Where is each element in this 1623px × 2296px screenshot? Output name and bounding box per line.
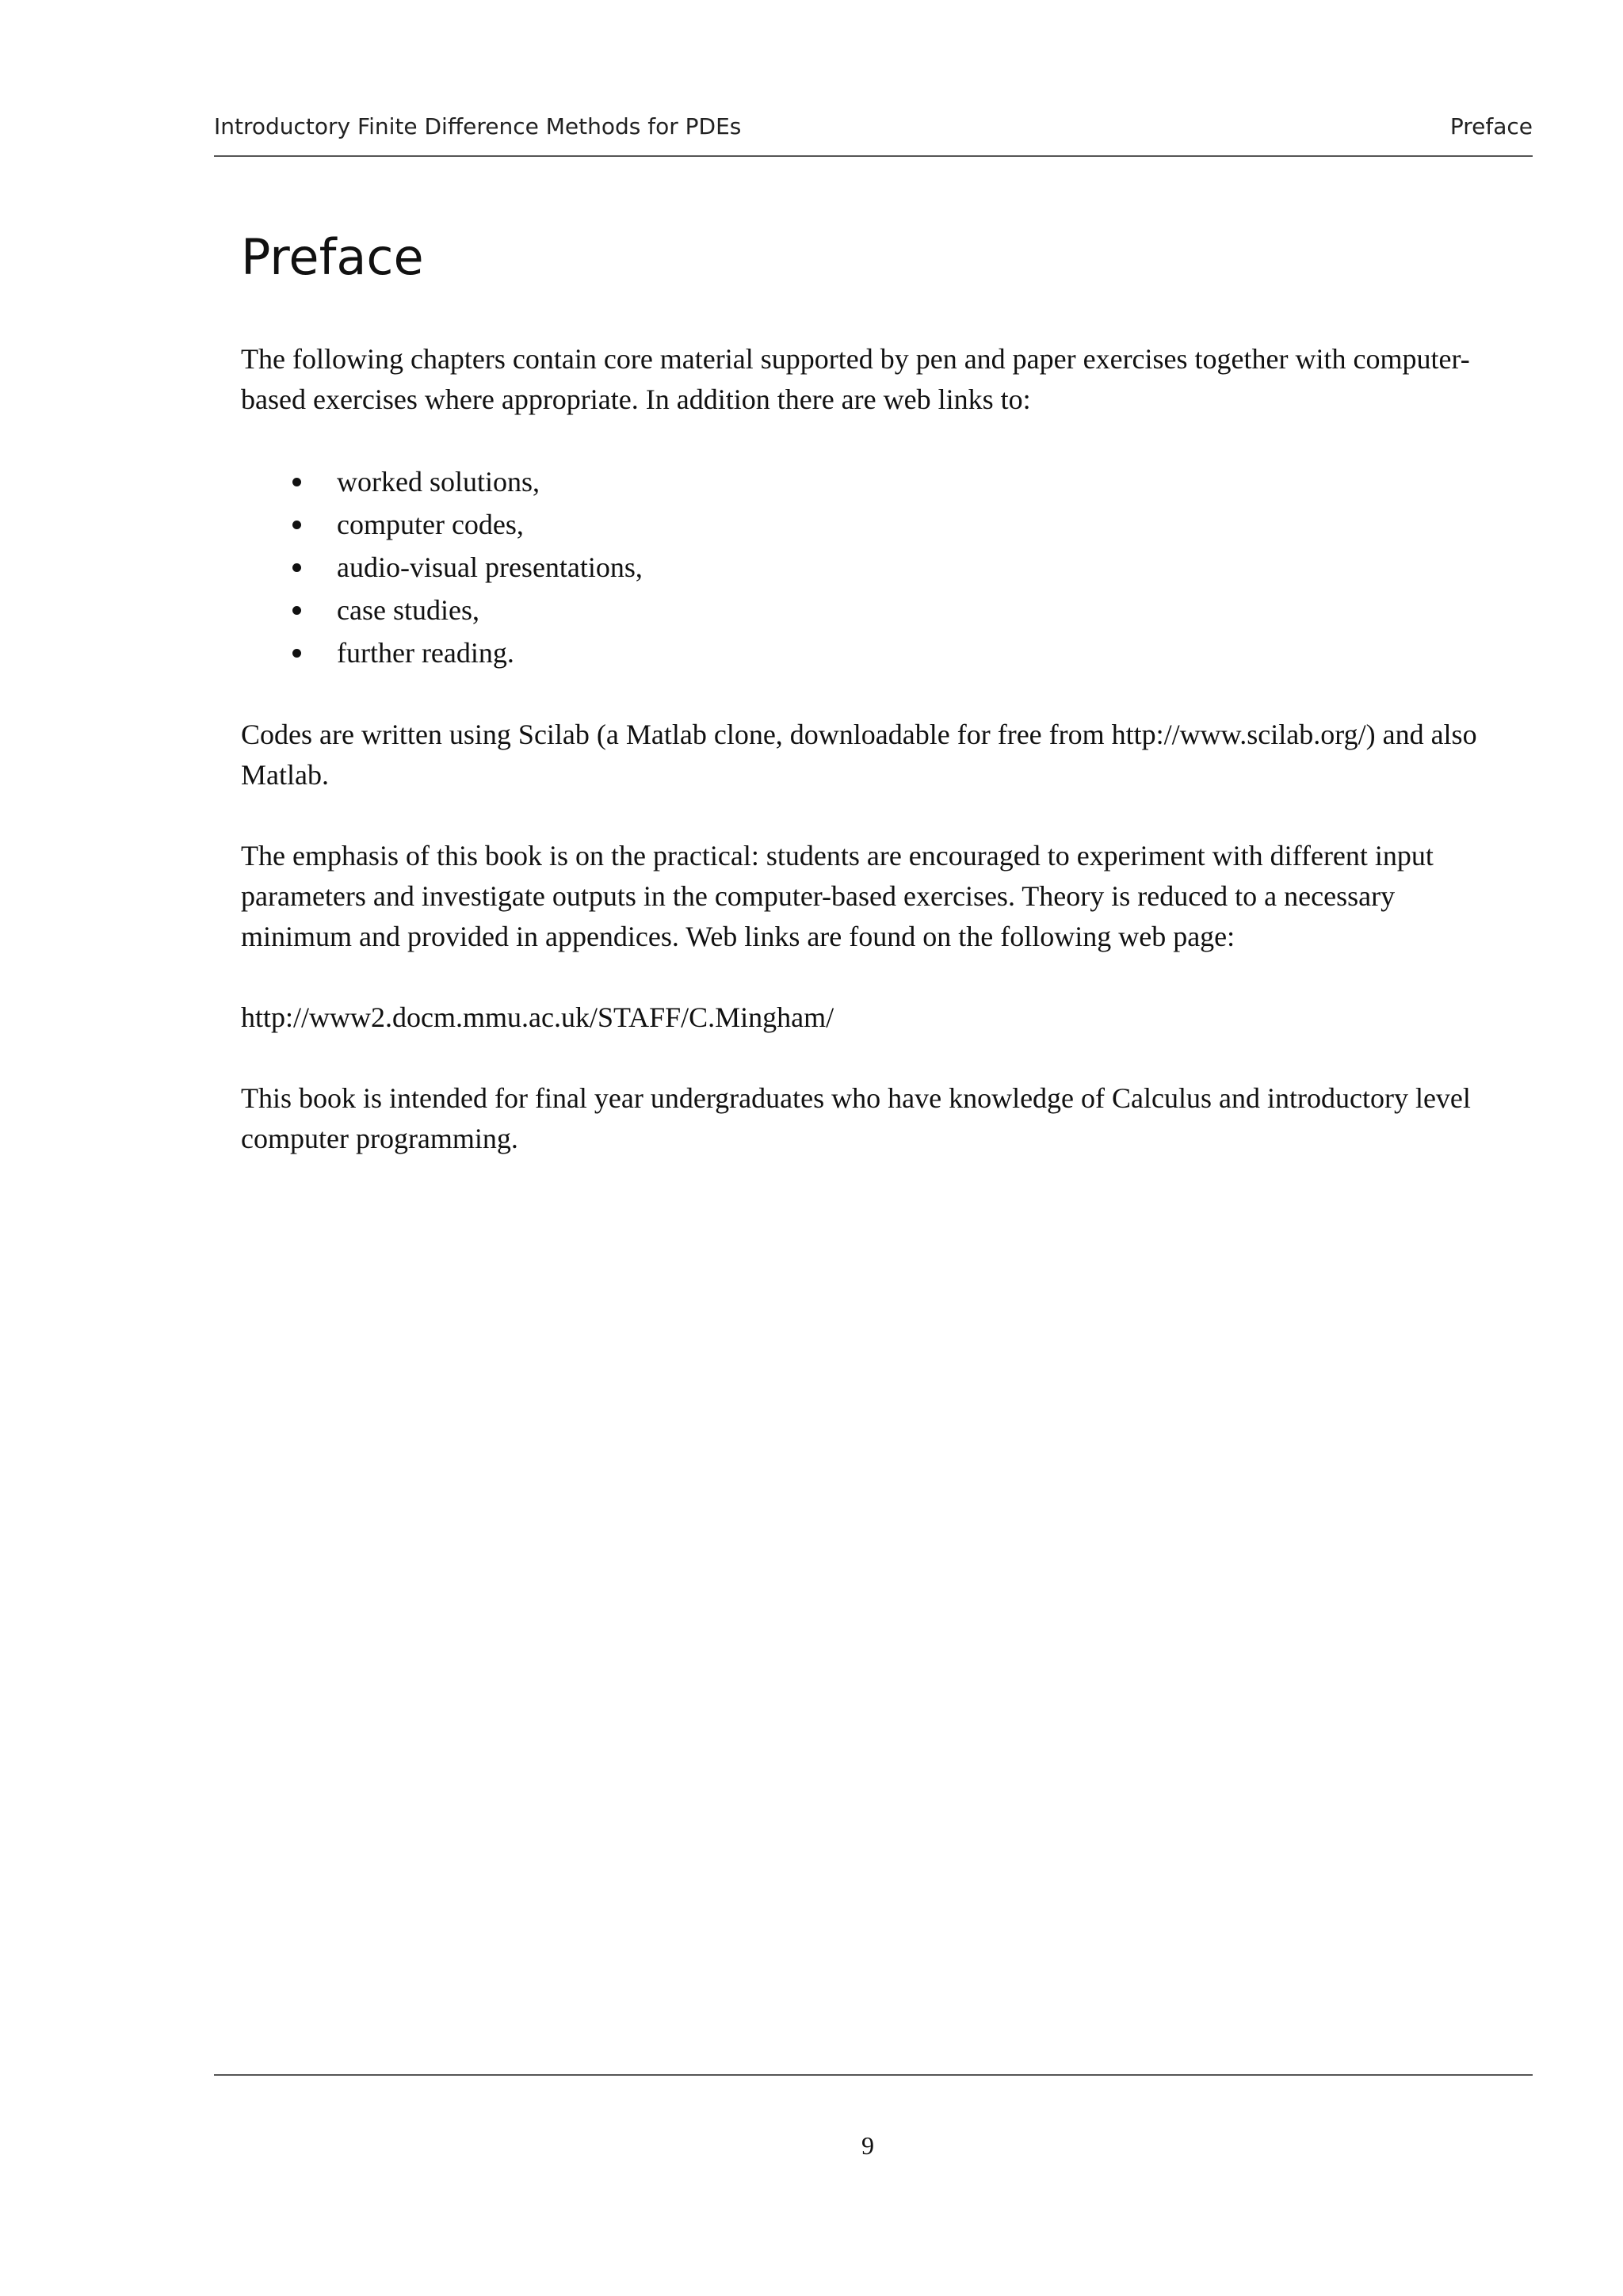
bullet-icon	[292, 606, 301, 615]
web-page-url: http://www2.docm.mmu.ac.uk/STAFF/C.Mingham/	[241, 1001, 834, 1033]
bullet-icon	[292, 649, 301, 658]
list-item-text: computer codes,	[337, 509, 524, 540]
bullet-icon	[292, 478, 301, 486]
list-item-text: worked solutions,	[337, 466, 540, 498]
web-links-list	[241, 460, 1493, 674]
list-item	[241, 503, 1493, 546]
page-number: 9	[861, 2131, 874, 2160]
footer-divider	[214, 2074, 1533, 2076]
list-item-text: case studies,	[337, 594, 479, 626]
list-item	[241, 589, 1493, 631]
running-header	[214, 111, 1533, 157]
emphasis-paragraph: The emphasis of this book is on the practical: students are encouraged to experiment with different input parameters and investigate outputs in the computer-based exercises. Theory is reduced to a necessary minimum and provided in appendices. Web links are found on the following web page:	[241, 840, 1434, 952]
audience-paragraph: This book is intended for final year undergraduates who have knowledge of Calculus and introductory level computer programming.	[241, 1082, 1471, 1154]
bullet-icon	[292, 521, 301, 529]
bullet-icon	[292, 563, 301, 572]
page-title: Preface	[241, 228, 424, 286]
list-item	[241, 546, 1493, 589]
list-item-text: audio-visual presentations,	[337, 551, 643, 583]
header-section-title: Preface	[1449, 113, 1533, 139]
header-book-title: Introductory Finite Difference Methods for PDEs	[214, 113, 742, 139]
page-body	[241, 222, 1493, 1199]
list-item	[241, 631, 1493, 674]
codes-paragraph: Codes are written using Scilab (a Matlab clone, downloadable for free from http://www.scilab.org/) and also Matlab.	[241, 719, 1477, 791]
list-item	[241, 460, 1493, 503]
intro-paragraph: The following chapters contain core material supported by pen and paper exercises together with computer-based exercises where appropriate. In addition there are web links to:	[241, 343, 1470, 415]
list-item-text: further reading.	[337, 637, 514, 669]
